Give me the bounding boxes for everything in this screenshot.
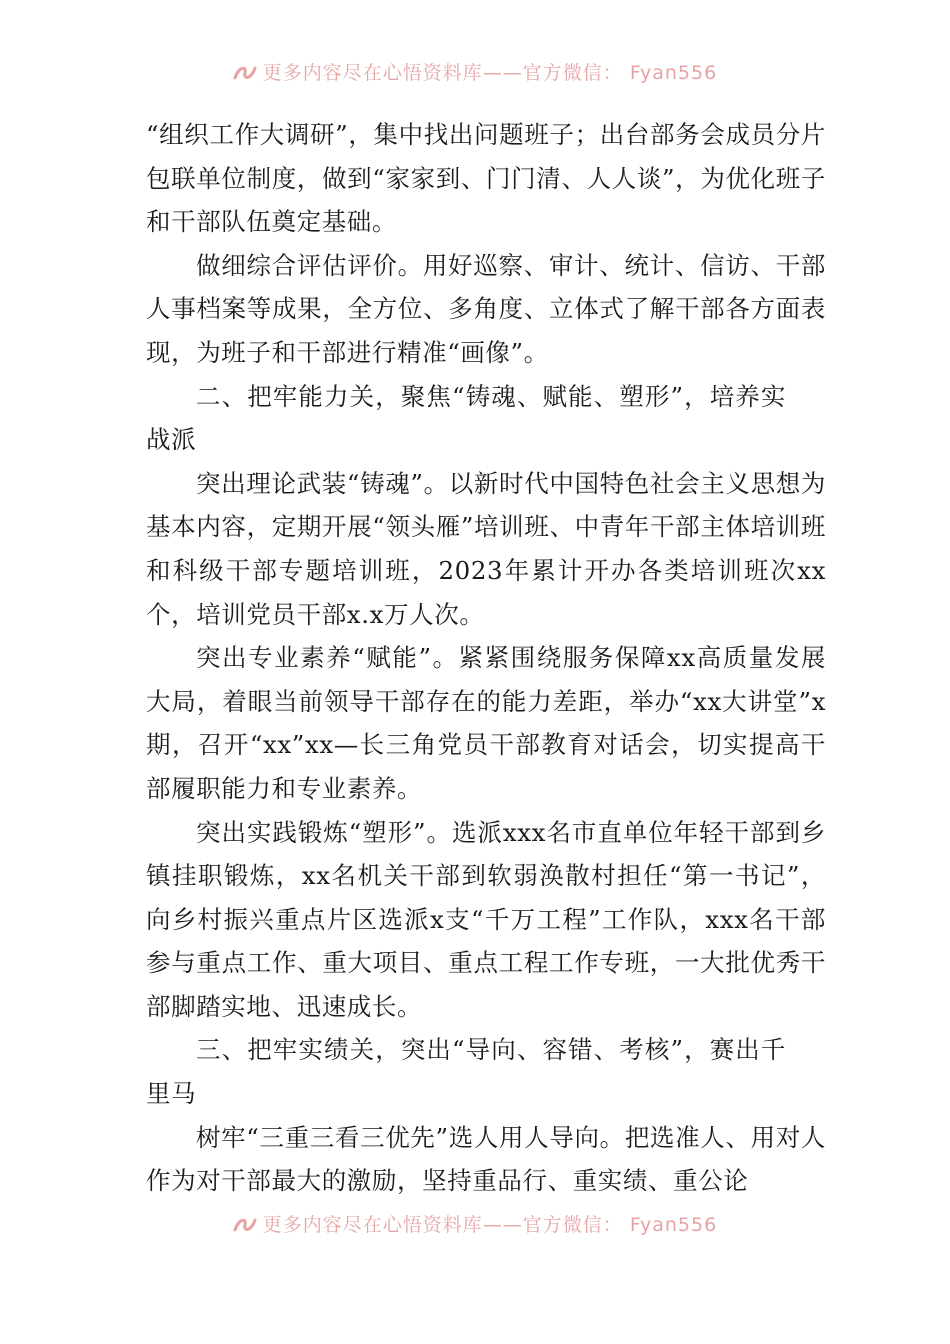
body-paragraph: 突出专业素养“赋能”。紧紧围绕服务保障xx高质量发展大局，着眼当前领导干部存在的能力差距，举办“xx大讲堂”x期，召开“xx”xx—长三角党员干部教育对话会，切实提高干部履职能力和专业素养。 [146, 643, 826, 803]
watermark-footer-text: 更多内容尽在心悟资料库——官方微信： Fyan556 [262, 1214, 718, 1236]
brand-logo-icon [233, 64, 257, 82]
body-paragraph: 突出实践锻炼“塑形”。选派xxx名市直单位年轻干部到乡镇挂职锻炼，xx名机关干部到软弱涣散村担任“第一书记”，向乡村振兴重点片区选派x支“千万工程”工作队，xxx名干部参与重点工作、重大项目、重点工程工作专班，一大批优秀干部脚踏实地、迅速成长。 [146, 817, 826, 1021]
watermark-footer [0, 1210, 950, 1237]
body-paragraph: 做细综合评估评价。用好巡察、审计、统计、信访、干部人事档案等成果，全方位、多角度、立体式了解干部各方面表现，为班子和干部进行精准“画像”。 [146, 250, 826, 367]
watermark-header [0, 58, 950, 85]
body-paragraph: 树牢“三重三看三优先”选人用人导向。把选准人、用对人作为对干部最大的激励，坚持重品行、重实绩、重公论 [146, 1122, 826, 1196]
watermark-header-text: 更多内容尽在心悟资料库——官方微信： Fyan556 [262, 62, 718, 84]
body-paragraph: “组织工作大调研”，集中找出问题班子；出台部务会成员分片包联单位制度，做到“家家到、门门清、人人谈”，为优化班子和干部队伍奠定基础。 [146, 120, 826, 237]
brand-logo-icon [233, 1216, 257, 1234]
document-body [146, 113, 826, 1203]
body-paragraph: 突出理论武装“铸魂”。以新时代中国特色社会主义思想为基本内容，定期开展“领头雁”培训班、中青年干部主体培训班和科级干部专题培训班，2023年累计开办各类培训班次xx个，培训党员干部x.x万人次。 [146, 468, 826, 629]
section-heading: 二、把牢能力关，聚焦“铸魂、赋能、塑形”，培养实战派 [146, 381, 786, 455]
section-heading: 三、把牢实绩关，突出“导向、容错、考核”，赛出千里马 [146, 1035, 786, 1109]
